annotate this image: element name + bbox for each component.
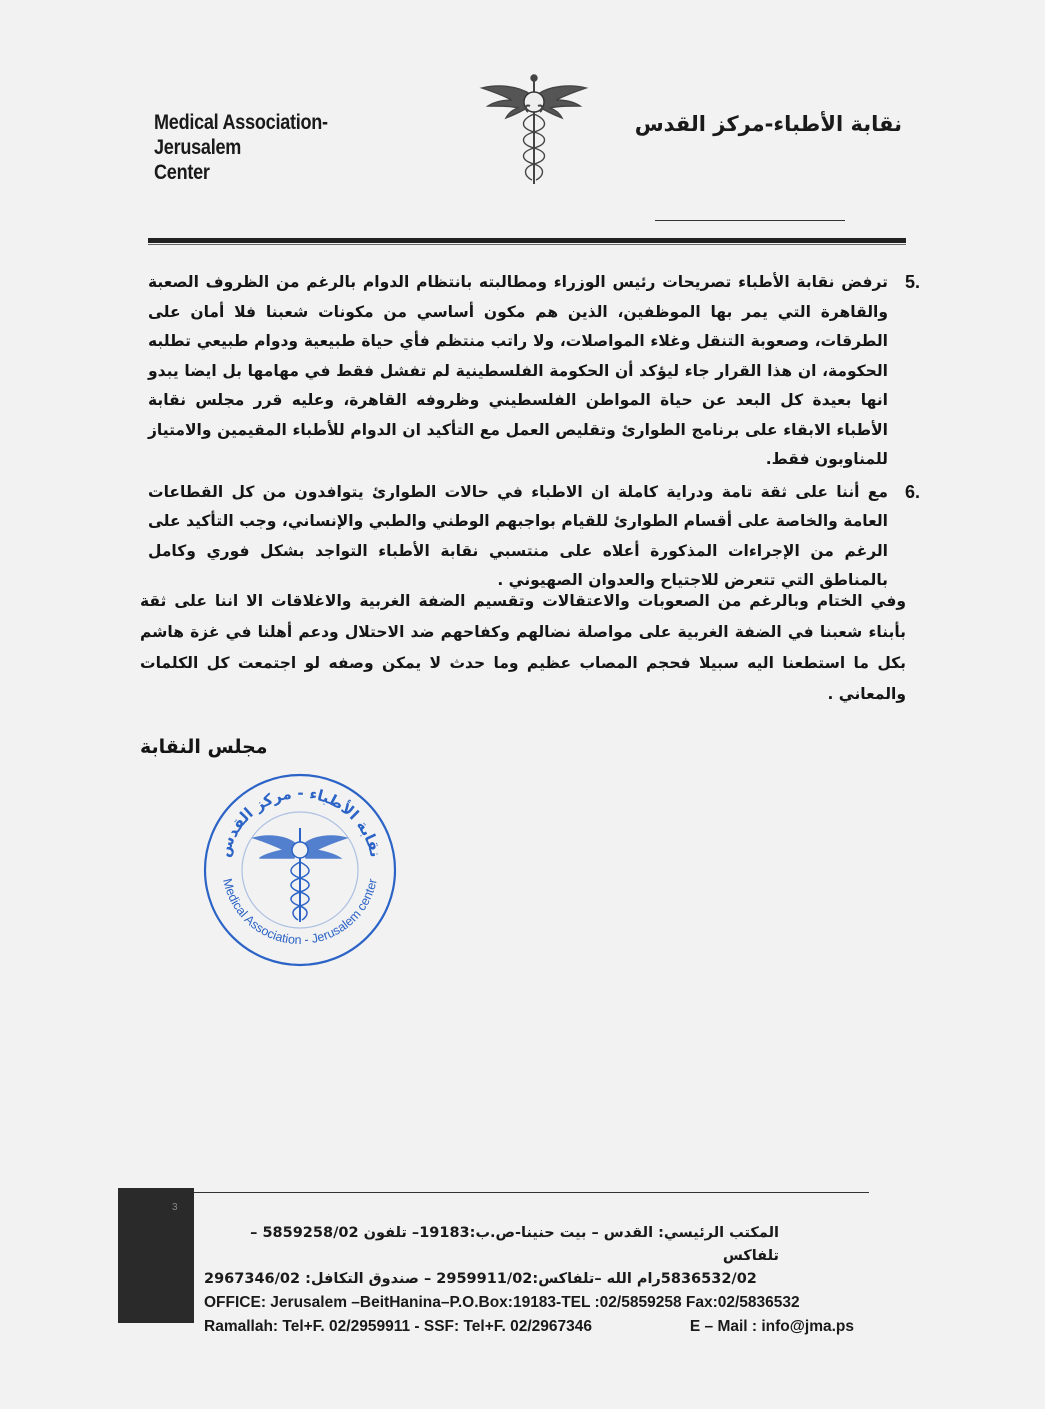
- signature-council: مجلس النقابة: [140, 736, 268, 758]
- footer-contact: [204, 1222, 854, 1339]
- organization-name-arabic: نقابة الأطباء-مركز القدس: [634, 112, 902, 136]
- footer-divider: [194, 1192, 869, 1193]
- footer-side-bar: [118, 1188, 194, 1323]
- numbered-items: [148, 268, 920, 599]
- list-item: [148, 268, 920, 475]
- item-number: 6.: [904, 481, 920, 502]
- item-text: مع أننا على ثقة تامة ودراية كاملة ان الاطباء في حالات الطوارئ يتوافدون من كل القطاعات العامة والخاصة على أقسام الطوارئ للقيام بواجبهم الوطني والطبي والإنساني، وجب التأكيد على الرغم من الإجراءات المذكورة أعلاه على منتسبي نقابة الأطباء التواجد بشكل فوري وكامل بالمناطق التي تتعرض للاجتياح والعدوان الصهيوني .: [148, 482, 888, 589]
- stamp-text-english: Medical Association - Jerusalem center: [220, 877, 380, 948]
- org-name-en-line1: Medical Association-Jerusalem: [154, 111, 328, 159]
- footer-address-arabic-line2: 5836532/02رام الله –تلفاكس:2959911/02 – صندوق التكافل: 2967346/02: [204, 1271, 757, 1287]
- association-stamp: [200, 770, 400, 970]
- item-text: ترفض نقابة الأطباء تصريحات رئيس الوزراء ومطالبته بانتظام الدوام بالرغم من الظروف الصعبة والقاهرة التي يمر بها الموظفين، الذين هم مكون أساسي من مكونات شعبنا فلا أمان على الطرقات، وصعوبة التنقل وغلاء المواصلات، ولا راتب منتظم فأي حياة طبيعية ودوام طبيعي تطلبه الحكومة، ان هذا القرار جاء ليؤكد أن الحكومة الفلسطينية لم تفشل فقط في مهامها بل ايضا يبدو انها بعيدة كل البعد عن حياة المواطن الفلسطيني وظروفه القاهرة، وعليه قرر مجلس نقابة الأطباء الابقاء على برنامج الطوارئ وتقليص العمل مع التأكيد ان الدوام للأطباء المقيمين والامتياز للمناوبون فقط.: [148, 273, 888, 468]
- footer-contact-row: [204, 1315, 854, 1339]
- stamp-caduceus-icon: [254, 828, 346, 922]
- page-number: 3: [172, 1202, 178, 1213]
- organization-name-english: [154, 110, 412, 185]
- footer-address-english: OFFICE: Jerusalem –BeitHanina–P.O.Box:19183-TEL :02/5859258 Fax:02/5836532: [204, 1294, 800, 1311]
- closing-paragraph: وفي الختام وبالرغم من الصعوبات والاعتقالات وتقسيم الضفة الغربية والاغلاقات الا اننا على ثقة بأبناء شعبنا في الضفة الغربية على مواصلة نضالهم وكفاحهم ضد الاحتلال ودعم أهلنا في غزة هاشم بكل ما استطعنا اليه سبيلا فحجم المصاب عظيم وما حدث لا يمكن وصفه لو اجتمعت كل الكلمات والمعاني .: [140, 592, 906, 703]
- org-name-en-line2: Center: [154, 161, 210, 184]
- footer-ramallah-phones: Ramallah: Tel+F. 02/2959911 - SSF: Tel+F. 02/2967346: [204, 1318, 593, 1335]
- header-divider: [148, 238, 906, 243]
- caduceus-icon: [478, 72, 590, 188]
- list-item: [148, 478, 920, 596]
- footer-email: E – Mail : info@jma.ps: [689, 1318, 854, 1335]
- stamp-text-arabic: نقابة الأطباء - مركز القدس: [214, 783, 385, 860]
- item-number: 5.: [904, 272, 920, 292]
- header-divider-thin: [148, 244, 906, 245]
- footer-address-arabic-line1: المكتب الرئيسي: القدس – بيت حنينا-ص.ب:19183– تلفون 5859258/02 – تلفاكس: [250, 1225, 779, 1264]
- reference-line: [655, 220, 845, 221]
